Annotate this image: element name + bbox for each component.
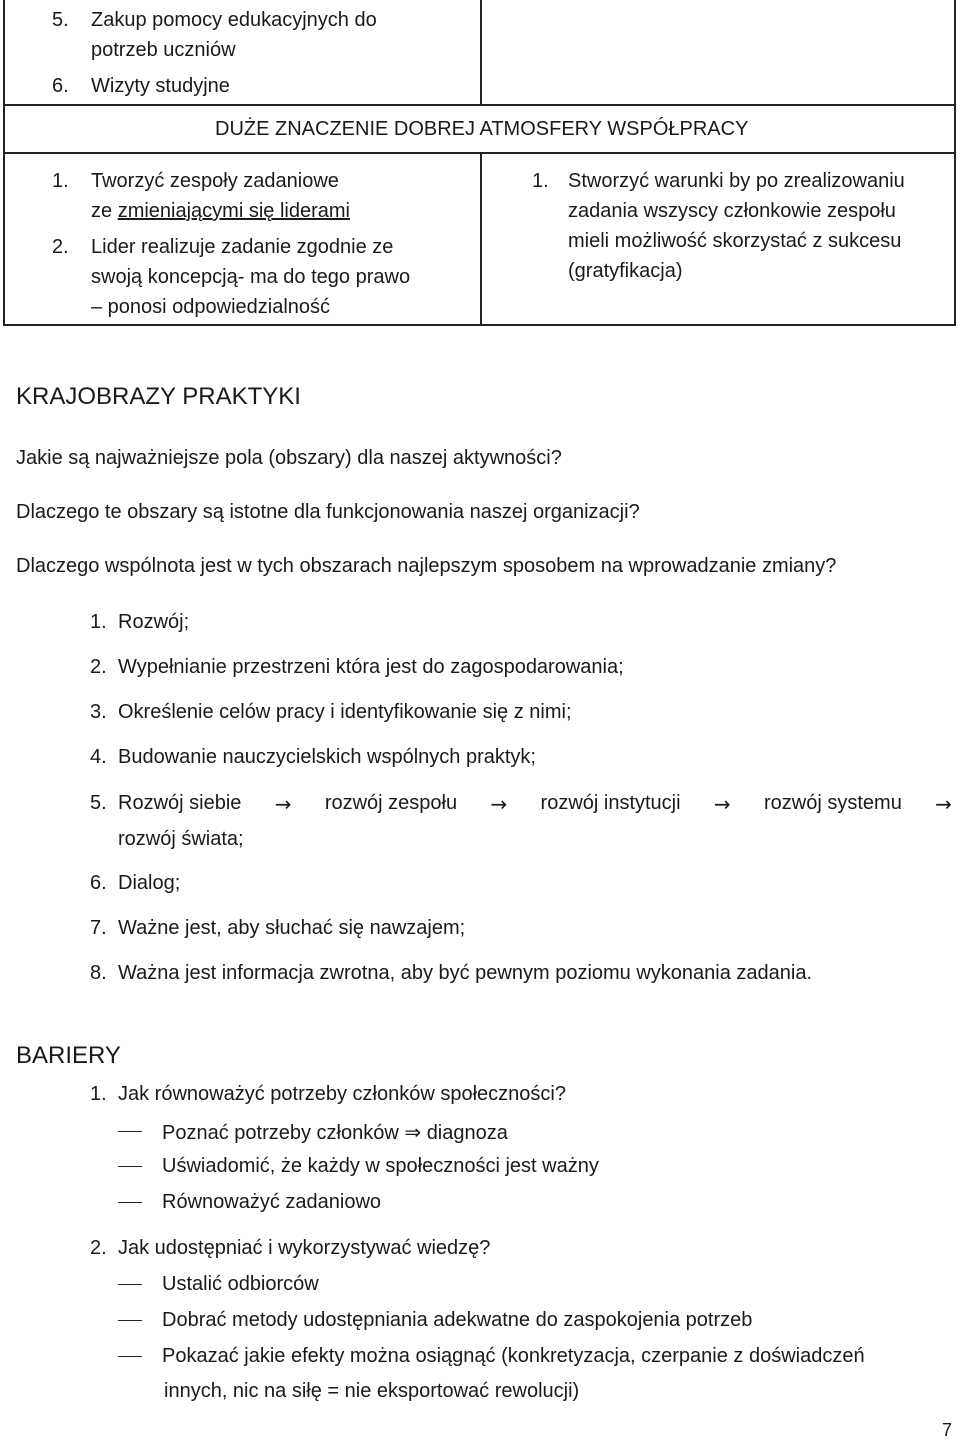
list-item: 2. Lider realizuje zadanie zgodnie ze swoją koncepcją- ma do tego prawo – ponosi odpowiedzialność bbox=[52, 236, 411, 318]
list-item-development-chain: 5. Rozwój siebie → rozwój zespołu → rozwój instytucji → rozwój systemu → bbox=[90, 792, 952, 816]
table-cell bbox=[482, 0, 954, 104]
list-item: 1. Rozwój; bbox=[90, 611, 190, 633]
table-row bbox=[3, 154, 956, 326]
question: Dlaczego te obszary są istotne dla funkcjonowania naszej organizacji? bbox=[16, 501, 640, 523]
table-row bbox=[3, 0, 956, 106]
list-item: 6. Wizyty studyjne bbox=[52, 75, 230, 97]
bullet-item-continuation: innych, nic na siłę = nie eksportować rewolucji) bbox=[164, 1380, 580, 1402]
question: Jakie są najważniejsze pola (obszary) dla naszej aktywności? bbox=[16, 447, 562, 469]
list-item-continuation: rozwój świata; bbox=[118, 828, 244, 850]
list-item: 3. Określenie celów pracy i identyfikowanie się z nimi; bbox=[90, 701, 572, 723]
table-cell bbox=[5, 154, 482, 324]
section-title: BARIERY bbox=[16, 1042, 121, 1069]
question: Dlaczego wspólnota jest w tych obszarach najlepszym sposobem na wprowadzanie zmiany? bbox=[16, 555, 837, 577]
arrow-icon: → bbox=[274, 792, 292, 816]
list-item: 1. Stworzyć warunki by po zrealizowaniu zadania wszyscy członkowie zespołu mieli możliwość skorzystać z sukcesu (gratyfikacja) bbox=[532, 170, 905, 282]
arrow-icon: → bbox=[713, 792, 731, 816]
arrow-icon: → bbox=[935, 792, 952, 816]
table-cell bbox=[482, 154, 954, 324]
dash-icon bbox=[118, 1284, 142, 1285]
plan-table bbox=[3, 0, 956, 326]
table-header-row bbox=[3, 106, 956, 154]
list-item: 1. Tworzyć zespoły zadaniowe ze zmieniającymi się liderami bbox=[52, 170, 350, 222]
page-number: 7 bbox=[941, 1420, 952, 1440]
dash-icon bbox=[118, 1166, 142, 1167]
dash-icon bbox=[118, 1202, 142, 1203]
list-item: 8. Ważna jest informacja zwrotna, aby być pewnym poziomu wykonania zadania. bbox=[90, 962, 813, 984]
list-item: 2. Jak udostępniać i wykorzystywać wiedzę? bbox=[90, 1237, 491, 1259]
list-item: 4. Budowanie nauczycielskich wspólnych praktyk; bbox=[90, 746, 536, 768]
list-item: 2. Wypełnianie przestrzeni która jest do zagospodarowania; bbox=[90, 656, 624, 678]
dash-icon bbox=[118, 1356, 142, 1357]
document-page: 5. Zakup pomocy edukacyjnych do potrzeb uczniów 6. Wizyty studyjne DUŻE ZNACZENIE DOBREJ ATMOSFERY WSPÓŁPRACY 1. Tworzyć zespoły zadaniowe ze zmieniającymi się liderami 2. Lider realizuje zadanie zgodnie ze swoją koncepcją- ma do tego prawo – ponosi odpowiedzialność 1. Stworzyć warunki by po zrealizowaniu zadania wszyscy członkowie zespołu mieli możliwość skorzystać z sukcesu (gratyfikacja) KRAJOBRAZY PRAKTYKI Jakie są najważniejsze pola (obszary) dla naszej aktywności? Dlaczego te obszary są istotne dla funkcjonowania naszej organizacji? Dlaczego wspólnota jest w tych obszarach najlepszym sposobem na wprowadzanie zmiany? 1. Rozwój; 2. Wypełnianie przestrzeni która jest do zagospodarowania; 3. Określenie celów pracy i identyfikowanie się z nimi; 4. Budowanie nauczycielskich wspólnych praktyk; 5. Rozwój siebie → rozwój zespołu → rozwój instytucji → rozwój systemu → rozwój świata; 6. Dialog; 7. Ważne jest, aby słuchać się nawzajem; 8. Ważna jest informacja zwrotna, aby być pewnym poziomu wykonania zadania. BARIERY 1. Jak równoważyć potrzeby członków społeczności? Poznać potrzeby członków ⇒ diagnoza Uświadomić, że każdy w społeczności jest ważny Równoważyć zadaniowo 2. Jak udostępniać i wykorzystywać wiedzę? Ustalić odbiorców Dobrać metody udostępniania adekwatne do zaspokojenia potrzeb Pokazać jakie efekty można osiągnąć (konkretyzacja, czerpanie z doświadczeń innych, nic na siłę = nie eksportować rewolucji) 7 bbox=[0, 0, 960, 1444]
section-title: KRAJOBRAZY PRAKTYKI bbox=[16, 383, 301, 410]
list-item: 7. Ważne jest, aby słuchać się nawzajem; bbox=[90, 917, 466, 939]
double-arrow-icon: ⇒ bbox=[404, 1120, 422, 1144]
underlined-text: zmieniającymi się liderami bbox=[117, 200, 350, 222]
dash-icon bbox=[118, 1320, 142, 1321]
dash-icon bbox=[118, 1131, 142, 1132]
table-header-text: DUŻE ZNACZENIE DOBREJ ATMOSFERY WSPÓŁPRACY bbox=[215, 118, 749, 140]
table-cell bbox=[5, 0, 482, 104]
list-item: 6. Dialog; bbox=[90, 872, 181, 894]
list-item: 1. Jak równoważyć potrzeby członków społeczności? bbox=[90, 1083, 566, 1105]
list-item: 5. Zakup pomocy edukacyjnych do potrzeb uczniów bbox=[52, 9, 377, 61]
arrow-icon: → bbox=[490, 792, 508, 816]
